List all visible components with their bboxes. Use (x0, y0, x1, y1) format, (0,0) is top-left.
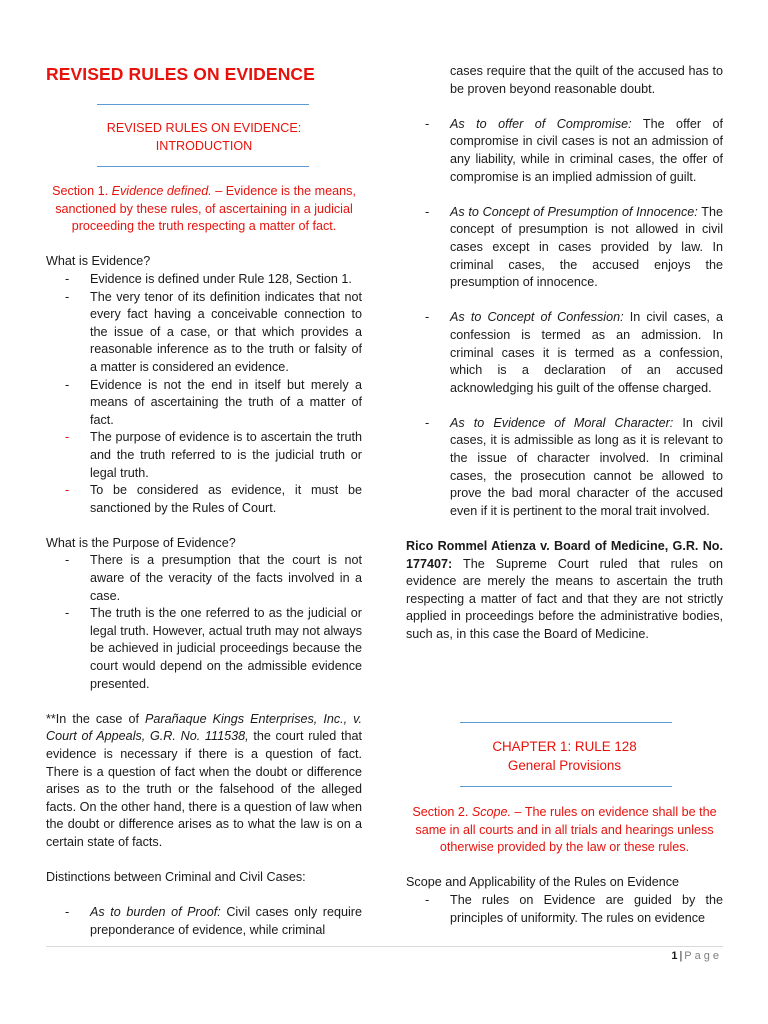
list-item: - The rules on Evidence are guided by the principles of uniformity. The rules on evidence (406, 892, 723, 927)
what-is-evidence-heading: What is Evidence? (46, 254, 151, 269)
section1-text: – Evidence is the means, sanctioned by these rules, of ascertaining in a judicial proceeding the truth respecting a matter of fact. (55, 184, 356, 234)
left-column (46, 183, 362, 940)
page-label: Page (684, 950, 722, 962)
rico-text: The Supreme Court ruled that rules on evidence are merely the means to ascertain the truth respecting a matter of fact and that they are not strictly applied in proceedings before the administrative bodies, such as, in this case the Board of Medicine. (406, 556, 723, 641)
distinctions-list (406, 204, 723, 292)
list-item: - The purpose of evidence is to ascertain the truth and the truth referred to is the judicial truth or legal truth. (46, 429, 362, 482)
list-item: - Evidence is not the end in itself but merely a means of ascertaining the truth of a matter of fact. (46, 377, 362, 430)
distinctions-list-start (46, 904, 362, 939)
purpose-list (46, 552, 362, 693)
distinctions-list (406, 116, 723, 186)
paranaque-prefix: **In the case of (46, 711, 145, 726)
section2-text: – The rules on evidence shall be the same in all courts and in all trials and hearings unless otherwise provided by the law or these rules. (415, 805, 717, 855)
section1-definition (46, 183, 362, 236)
list-item (406, 415, 723, 521)
section1-label: Section 1. (52, 184, 109, 198)
burden-text: Civil cases only require preponderance of evidence, while criminal (90, 905, 362, 937)
rico-case: Rico Rommel Atienza v. Board of Medicine, G.R. No. 177407: (406, 539, 723, 571)
section2-scope (406, 804, 723, 857)
divider (97, 166, 309, 167)
list-item (406, 204, 723, 292)
page-number: 1 (671, 950, 678, 962)
paranaque-case: Parañaque Kings Enterprises, Inc., v. Court of Appeals, G.R. No. 111538, (46, 711, 362, 744)
footer-divider (46, 946, 723, 947)
list-item: - To be considered as evidence, it must be sanctioned by the Rules of Court. (46, 482, 362, 517)
footer-separator: | (679, 950, 683, 962)
list-item: - The truth is the one referred to as the judicial or legal truth. However, actual truth may not always be achieved in judicial proceedings because the court would depend on the admissible evidence presented. (46, 605, 362, 693)
scope-list (406, 892, 723, 927)
rico-paragraph (406, 538, 723, 644)
distinctions-list (406, 415, 723, 521)
page-footer (671, 950, 722, 962)
right-column (406, 63, 723, 644)
list-item (406, 116, 723, 186)
chapter-heading (406, 737, 723, 775)
burden-continued: cases require that the quilt of the accused has to be proven beyond reasonable doubt. (450, 64, 723, 96)
item-label: As to offer of Compromise: (450, 116, 632, 131)
section2-italic: Scope. (471, 805, 512, 819)
item-text: The concept of presumption is not allowed in civil cases except in cases provided by law. In criminal cases, the accused enjoys the presumption of innocence. (450, 204, 723, 290)
distinctions-list (406, 309, 723, 397)
burden-label: As to burden of Proof: (90, 905, 221, 920)
divider (460, 786, 672, 787)
list-item: - There is a presumption that the court is not aware of the veracity of the facts involved in a case. (46, 552, 362, 605)
intro-heading (46, 120, 362, 155)
list-item: - Evidence is defined under Rule 128, Section 1. (46, 271, 362, 289)
item-label: As to Evidence of Moral Character: (450, 415, 674, 430)
paranaque-paragraph (46, 711, 362, 852)
section1-italic: Evidence defined. (111, 184, 212, 198)
item-label: As to Concept of Presumption of Innocence: (450, 204, 698, 219)
purpose-heading: What is the Purpose of Evidence? (46, 535, 236, 550)
divider (460, 722, 672, 723)
chapter-heading-line1: CHAPTER 1: RULE 128 (492, 739, 637, 754)
list-item (406, 309, 723, 397)
item-text: In civil cases, it is admissible as long as it is relevant to the issue of character involved. In criminal cases, the prosecution cannot be allowed to prove the bad moral character of the accused even if it is pertinent to the moral trait involved. (450, 415, 723, 518)
right-column-bottom (406, 804, 723, 927)
intro-heading-line1: REVISED RULES ON EVIDENCE: (106, 121, 302, 135)
document-title: REVISED RULES ON EVIDENCE (46, 64, 315, 84)
intro-heading-line2: INTRODUCTION (155, 138, 253, 153)
item-text: The offer of compromise in civil cases is not an admission of any liability, while in criminal cases, the offer of compromise is an implied admission of guilt. (450, 116, 724, 184)
item-text: In civil cases, a confession is termed as an admission. In criminal cases it is termed as a confession, which is a declaration of an accused acknowledging his guilt of the offense charged. (450, 310, 723, 395)
item-label: As to Concept of Confession: (450, 310, 624, 325)
list-item (46, 904, 362, 939)
section2-label: Section 2. (412, 805, 469, 819)
distinctions-heading: Distinctions between Criminal and Civil Cases: (46, 870, 306, 885)
chapter-heading-line2: General Provisions (507, 758, 622, 773)
paranaque-text: the court ruled that evidence is necessary if there is a question of fact. There is a question of fact when the doubt or difference arises as to the truth or the falsehood of the alleged facts. On the other hand, there is a question of law when the doubt or difference arises as to what the law is on a certain state of facts. (46, 729, 362, 849)
scope-heading: Scope and Applicability of the Rules on Evidence (406, 875, 680, 890)
what-is-evidence-list (46, 271, 362, 517)
divider (97, 104, 309, 105)
list-item: - The very tenor of its definition indicates that not every fact having a conceivable connection to the issue of a case, or that which provides a reasonable inference as to the truth or falsity of a matter is considered an evidence. (46, 289, 362, 377)
